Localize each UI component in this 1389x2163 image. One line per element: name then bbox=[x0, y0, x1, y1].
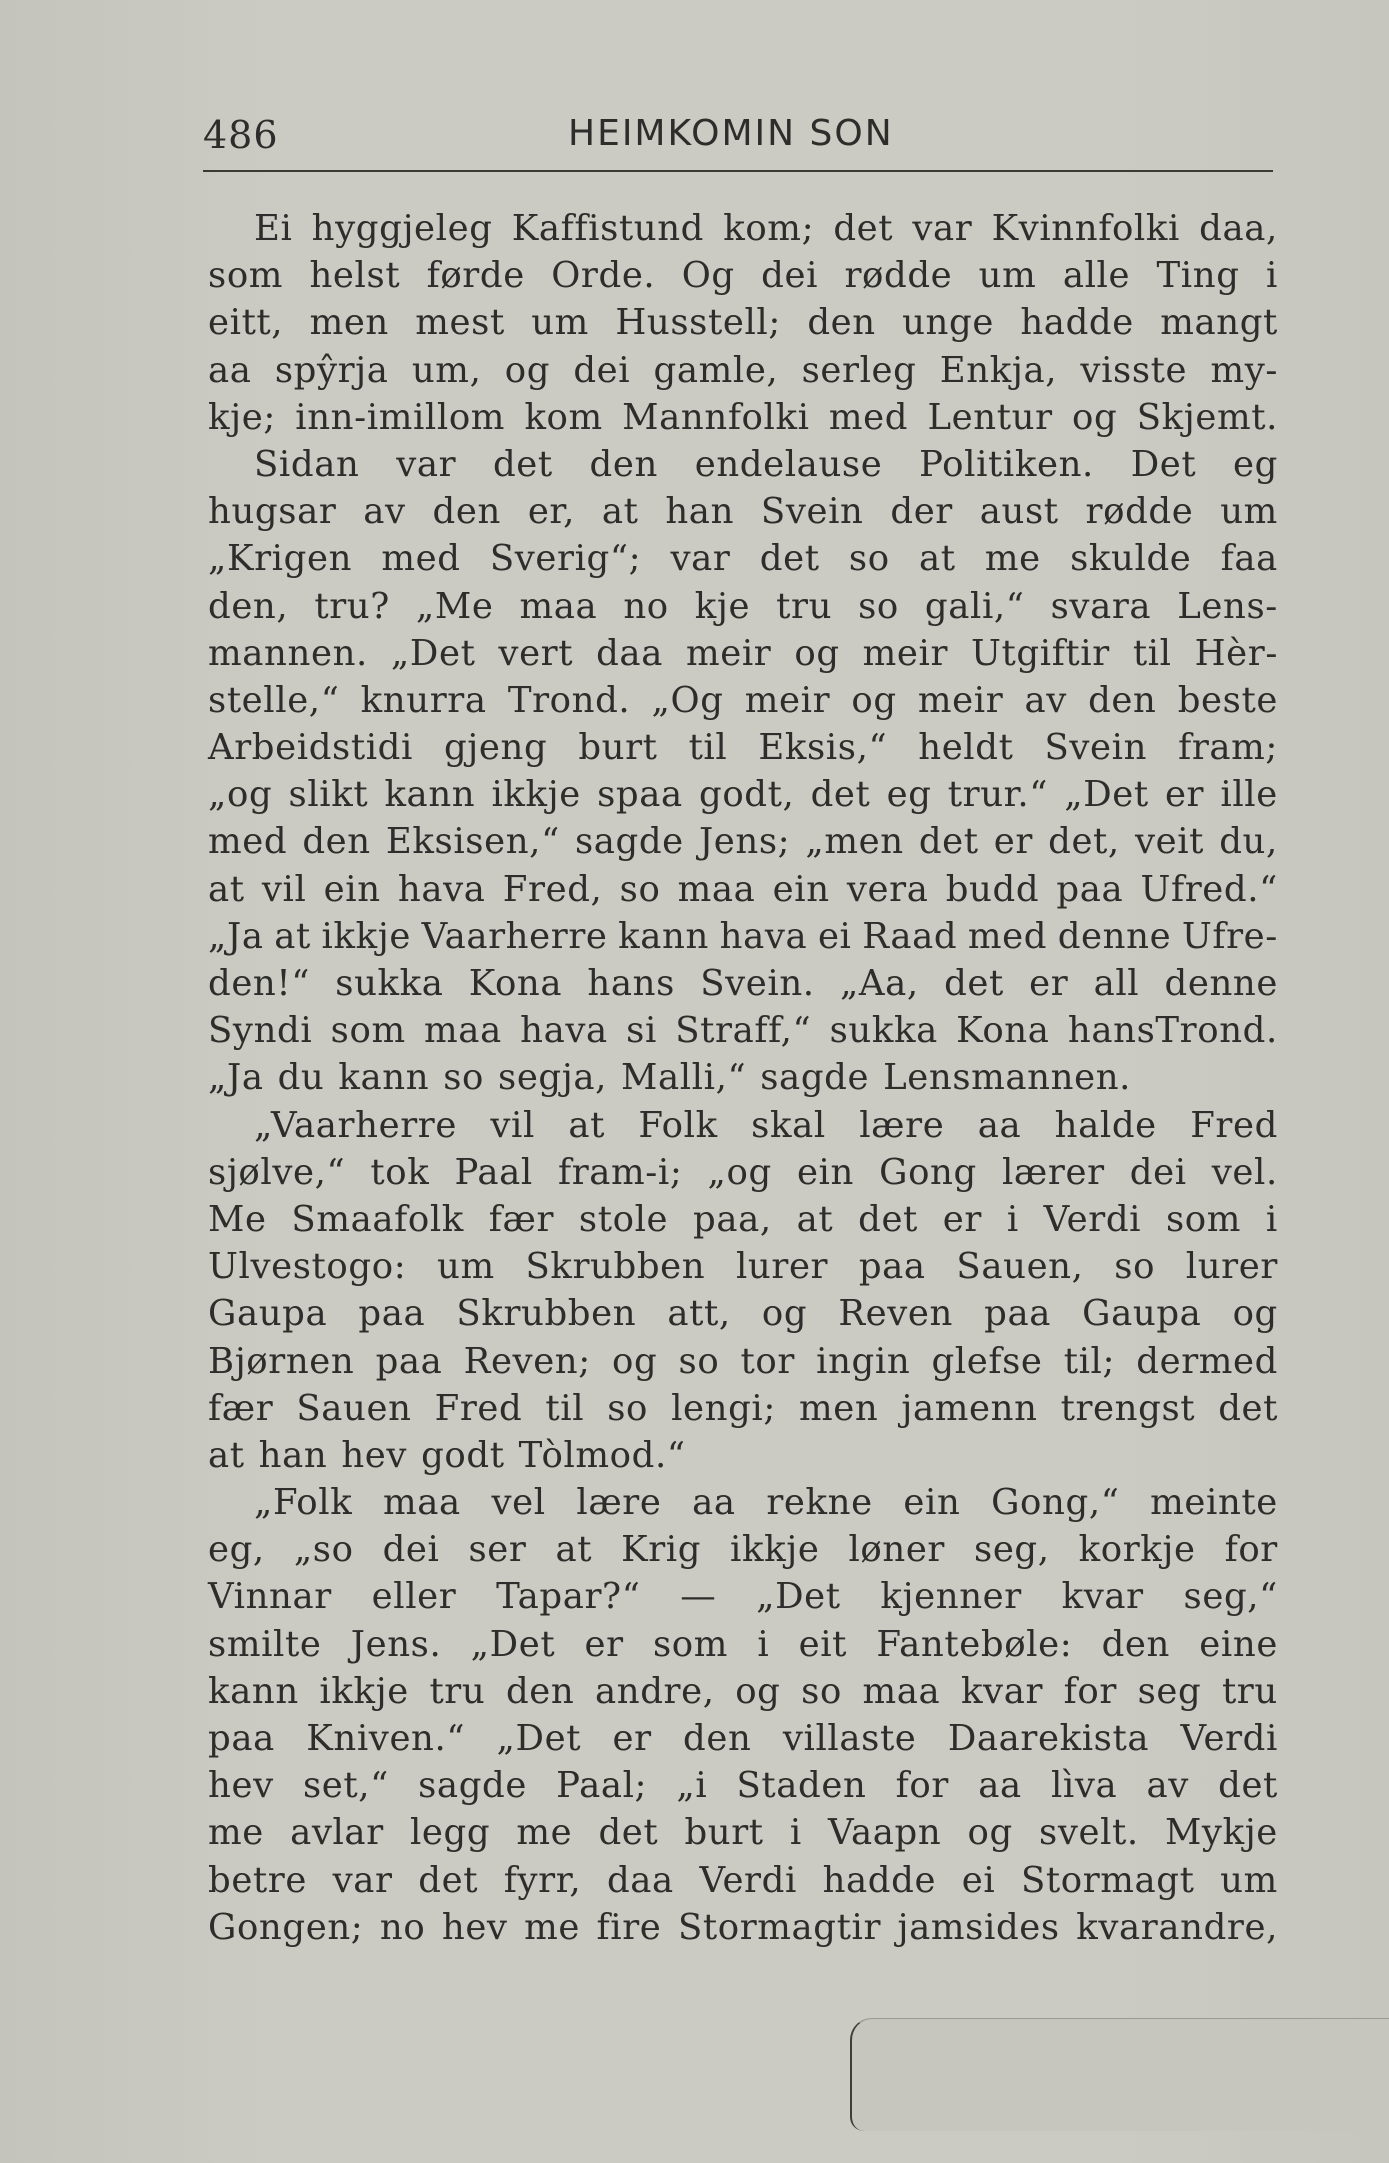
text-line: „og slikt kann ikkje spaa godt, det eg trur.“ „Det er ille bbox=[208, 774, 1278, 816]
text-line: kje; inn-imillom kom Mannfolki med Lentur og Skjemt. bbox=[208, 396, 1278, 438]
text-line: paa Kniven.“ „Det er den villaste Daarekista Verdi bbox=[208, 1718, 1278, 1759]
text-line: at vil ein hava Fred, so maa ein vera budd paa Ufred.“ bbox=[208, 868, 1278, 910]
text-line: betre var det fyrr, daa Verdi hadde ei Stormagt um bbox=[208, 1859, 1278, 1901]
library-stamp bbox=[850, 2018, 1389, 2131]
text-line: „Ja du kann so segja, Malli,“ sagde Lensmannen. bbox=[208, 1057, 1132, 1099]
text-line: den, tru? „Me maa no kje tru so gali,“ svara Lens- bbox=[208, 585, 1278, 627]
text-line: stelle,“ knurra Trond. „Og meir og meir av den beste bbox=[208, 679, 1278, 721]
text-line: me avlar legg me det burt i Vaapn og svelt. Mykje bbox=[208, 1812, 1278, 1854]
text-line: kann ikkje tru den andre, og so maa kvar for seg tru bbox=[208, 1670, 1278, 1712]
page-header bbox=[203, 105, 1273, 165]
text-line: sjølve,“ tok Paal fram-i; „og ein Gong lærer dei vel. bbox=[208, 1151, 1278, 1193]
text-line: med den Eksisen,“ sagde Jens; „men det er det, veit du, bbox=[208, 821, 1278, 863]
text-line: Ulvestogo: um Skrubben lurer paa Sauen, so lurer bbox=[208, 1246, 1278, 1288]
text-line: hev set,“ sagde Paal; „i Staden for aa lìva av det bbox=[208, 1765, 1278, 1807]
text-line: Gongen; no hev me fire Stormagtir jamsides kvarandre, bbox=[208, 1906, 1278, 1948]
text-line: „Krigen med Sverig“; var det so at me skulde faa bbox=[208, 538, 1278, 580]
text-line: „Ja at ikkje Vaarherre kann hava ei Raad med denne Ufre- bbox=[208, 915, 1278, 957]
text-line: Arbeidstidi gjeng burt til Eksis,“ heldt Svein fram; bbox=[208, 727, 1278, 769]
text-line: „Folk maa vel lære aa rekne ein Gong,“ meinte bbox=[254, 1482, 1278, 1524]
text-line: mannen. „Det vert daa meir og meir Utgiftir til Hèr- bbox=[208, 632, 1278, 674]
text-line: Syndi som maa hava si Straff,“ sukka Kona hansTrond. bbox=[208, 1010, 1278, 1052]
text-line: Gaupa paa Skrubben att, og Reven paa Gaupa og bbox=[208, 1293, 1278, 1335]
text-line: Ei hyggjeleg Kaffistund kom; det var Kvinnfolki daa, bbox=[254, 208, 1278, 249]
text-line: Me Smaafolk fær stole paa, at det er i Verdi som i bbox=[208, 1198, 1278, 1240]
text-line: aa spŷrja um, og dei gamle, serleg Enkja, visste my- bbox=[208, 349, 1278, 391]
text-line: eitt, men mest um Husstell; den unge hadde mangt bbox=[208, 302, 1278, 344]
text-line: hugsar av den er, at han Svein der aust rødde um bbox=[208, 491, 1278, 533]
body-text bbox=[208, 205, 1278, 1951]
text-line: smilte Jens. „Det er som i eit Fantebøle: den eine bbox=[208, 1623, 1278, 1665]
page-number: 486 bbox=[203, 113, 279, 157]
text-line: „Vaarherre vil at Folk skal lære aa halde Fred bbox=[254, 1104, 1278, 1146]
text-line: som helst førde Orde. Og dei rødde um alle Ting i bbox=[208, 255, 1278, 297]
text-line: at han hev godt Tòlmod.“ bbox=[208, 1434, 686, 1476]
header-rule bbox=[203, 170, 1273, 172]
text-line: eg, „so dei ser at Krig ikkje løner seg, korkje for bbox=[208, 1529, 1278, 1571]
text-line: den!“ sukka Kona hans Svein. „Aa, det er all denne bbox=[208, 963, 1278, 1004]
text-line: fær Sauen Fred til so lengi; men jamenn trengst det bbox=[208, 1387, 1278, 1429]
text-line: Vinnar eller Tapar?“ — „Det kjenner kvar seg,“ bbox=[208, 1576, 1278, 1618]
running-title: HEIMKOMIN SON bbox=[568, 113, 894, 154]
text-line: Bjørnen paa Reven; og so tor ingin glefse til; dermed bbox=[208, 1340, 1278, 1382]
text-line: Sidan var det den endelause Politiken. Det eg bbox=[254, 443, 1278, 485]
